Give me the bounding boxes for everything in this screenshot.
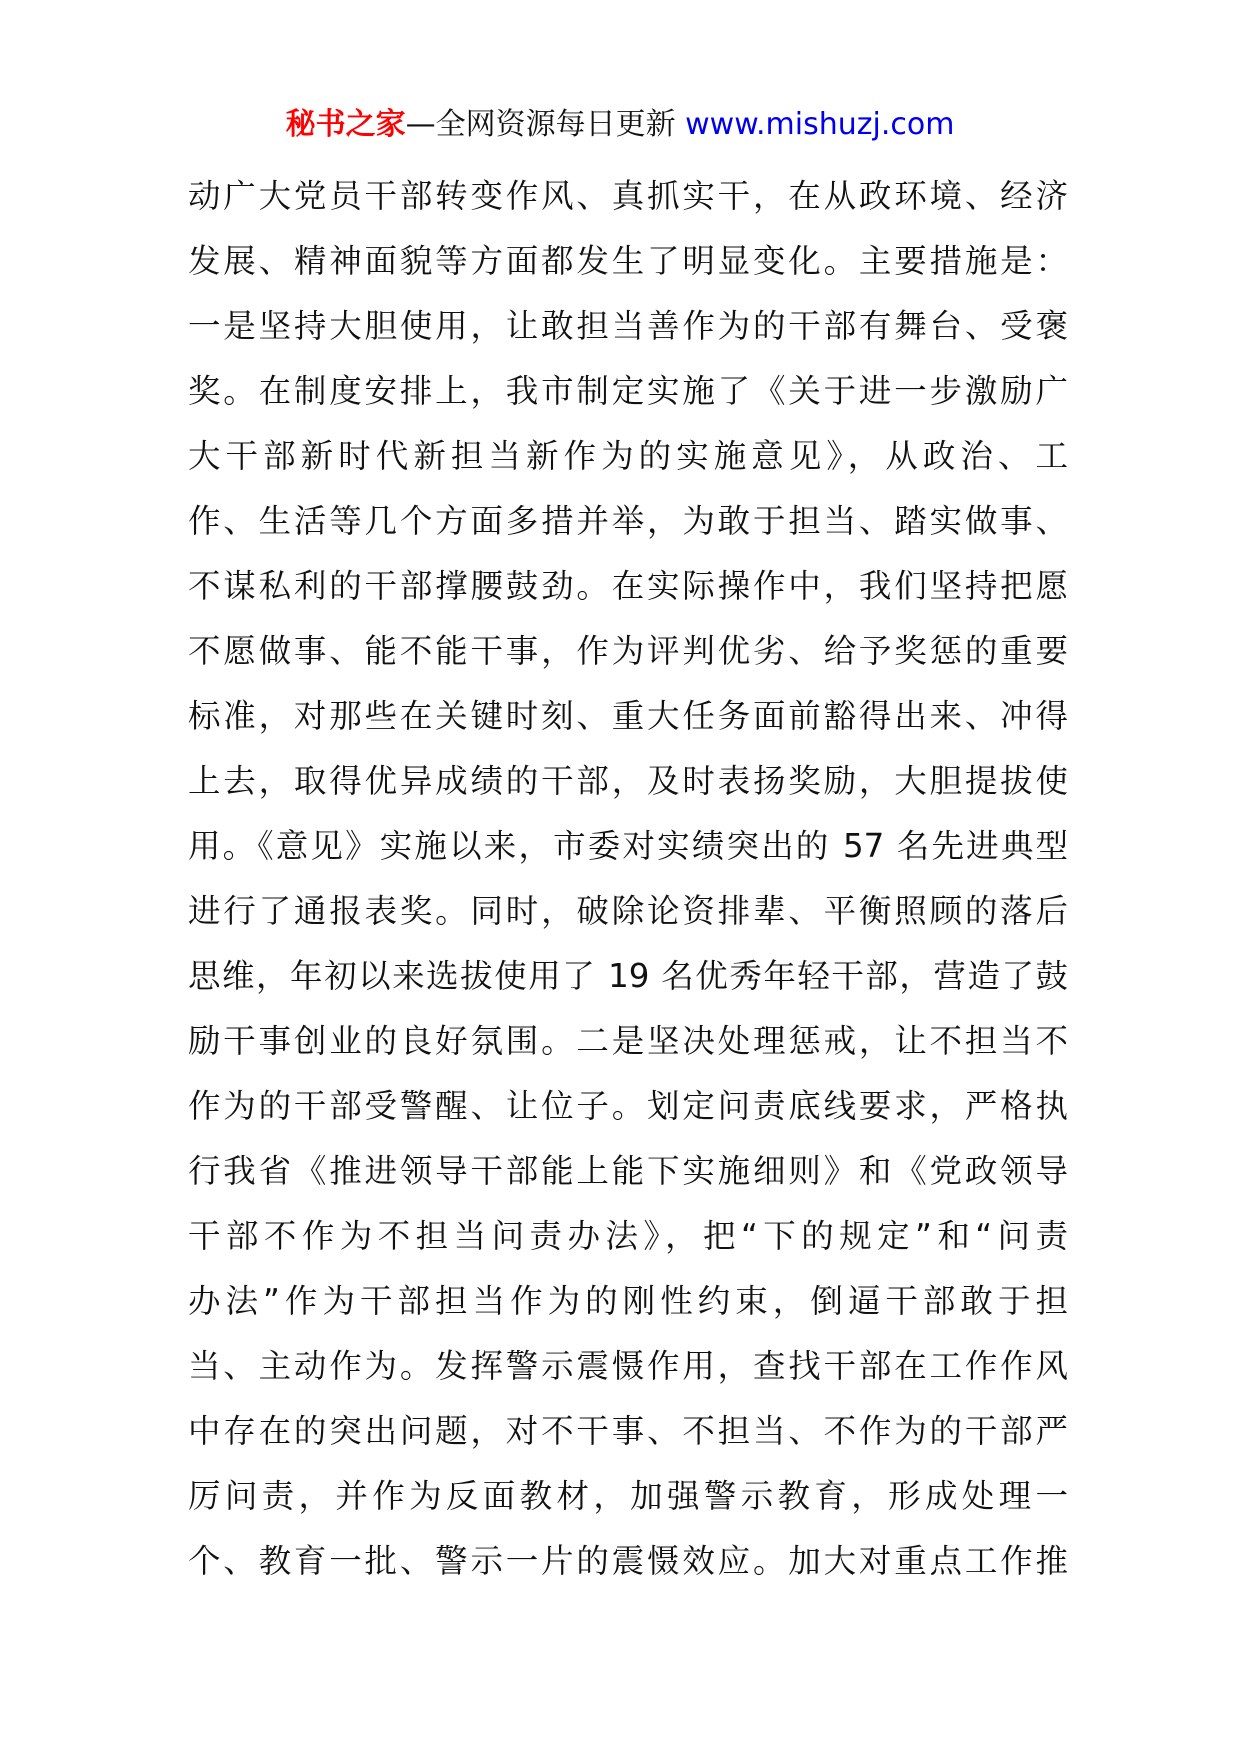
text-line: 奖。在制度安排上，我市制定实施了《关于进一步激励广 [188, 372, 1068, 410]
text-line: 不愿做事、能不能干事，作为评判优劣、给予奖惩的重要 [188, 632, 1068, 670]
text-line: 作、生活等几个方面多措并举，为敢于担当、踏实做事、 [188, 502, 1068, 540]
document-body [188, 164, 1068, 1594]
text-line: 个、教育一批、警示一片的震慑效应。加大对重点工作推 [188, 1542, 1068, 1580]
text-line: 干部不作为不担当问责办法》，把“下的规定”和“问责 [188, 1217, 1068, 1255]
text-line: 一是坚持大胆使用，让敢担当善作为的干部有舞台、受褒 [188, 307, 1068, 345]
text-line: 标准，对那些在关键时刻、重大任务面前豁得出来、冲得 [188, 697, 1068, 735]
text-line: 用。《意见》实施以来，市委对实绩突出的 57 名先进典型 [188, 827, 1068, 865]
text-line: 作为的干部受警醒、让位子。划定问责底线要求，严格执 [188, 1087, 1068, 1125]
text-line: 厉问责，并作为反面教材，加强警示教育，形成处理一 [188, 1477, 1068, 1515]
text-line: 发展、精神面貌等方面都发生了明显变化。主要措施是： [188, 242, 1068, 280]
text-line: 大干部新时代新担当新作为的实施意见》，从政治、工 [188, 437, 1068, 475]
brand-name: 秘书之家 [285, 107, 406, 142]
text-line: 上去，取得优异成绩的干部，及时表扬奖励，大胆提拔使 [188, 762, 1068, 800]
text-line: 动广大党员干部转变作风、真抓实干，在从政环境、经济 [188, 177, 1068, 215]
text-line: 不谋私利的干部撑腰鼓劲。在实际操作中，我们坚持把愿 [188, 567, 1068, 605]
page-header [0, 100, 1240, 150]
text-line: 励干事创业的良好氛围。二是坚决处理惩戒，让不担当不 [188, 1022, 1068, 1060]
text-line: 行我省《推进领导干部能上能下实施细则》和《党政领导 [188, 1152, 1068, 1190]
header-tagline: —全网资源每日更新 [405, 107, 686, 142]
text-line: 进行了通报表奖。同时，破除论资排辈、平衡照顾的落后 [188, 892, 1068, 930]
text-line: 思维，年初以来选拔使用了 19 名优秀年轻干部，营造了鼓 [188, 957, 1068, 995]
website-link[interactable]: www.mishuzj.com [685, 107, 955, 142]
text-line: 中存在的突出问题，对不干事、不担当、不作为的干部严 [188, 1412, 1068, 1450]
text-line: 当、主动作为。发挥警示震慑作用，查找干部在工作作风 [188, 1347, 1068, 1385]
text-line: 办法”作为干部担当作为的刚性约束，倒逼干部敢于担 [188, 1282, 1068, 1320]
